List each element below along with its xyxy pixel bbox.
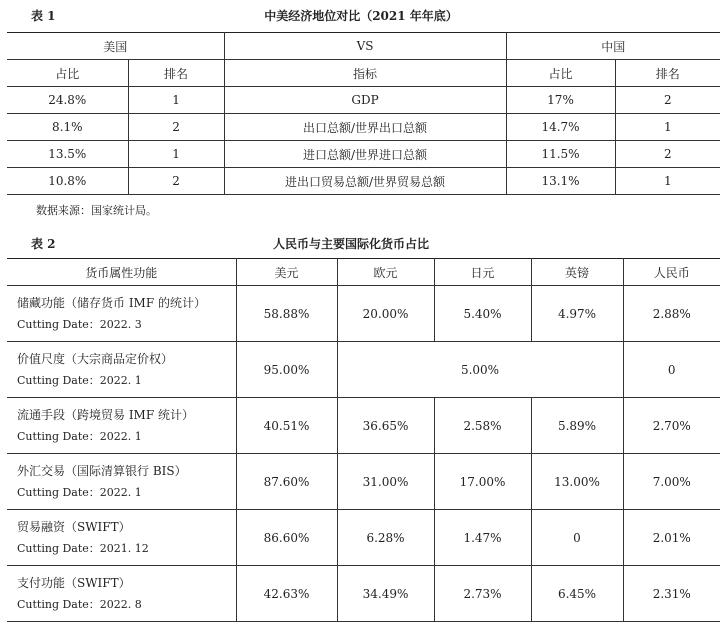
usd-cell: 87.60%: [236, 454, 337, 510]
table1-title: 中美经济地位对比（2021 年年底）: [264, 9, 458, 23]
subheader-us-share: 占比: [7, 60, 128, 87]
cutting-date: Cutting Date：2022. 1: [17, 485, 142, 499]
subheader-indicator: 指标: [224, 60, 506, 87]
eur-cell: 31.00%: [337, 454, 434, 510]
function-cell: [7, 454, 236, 510]
table1-source-note: 数据来源：国家统计局。: [36, 204, 157, 217]
header-jpy: 日元: [434, 259, 531, 286]
usd-cell: 58.88%: [236, 286, 337, 342]
table-row: [7, 454, 720, 510]
table-row: [7, 168, 720, 195]
table2-title: 人民币与主要国际化货币占比: [272, 237, 429, 251]
function-cell: [7, 398, 236, 454]
cn-rank-cell: 1: [615, 114, 720, 141]
table1-caption: [31, 8, 691, 24]
cn-rank-cell: 2: [615, 87, 720, 114]
function-cell: [7, 342, 236, 398]
cny-cell: 2.70%: [623, 398, 720, 454]
us-rank-cell: 1: [128, 87, 224, 114]
function-name: 储藏功能（储存货币 IMF 的统计）: [17, 295, 206, 310]
eur-cell: 6.28%: [337, 510, 434, 566]
eur-cell: 36.65%: [337, 398, 434, 454]
gbp-cell: 5.89%: [531, 398, 623, 454]
gbp-cell: 6.45%: [531, 566, 623, 622]
table-row: [7, 87, 720, 114]
jpy-cell: 5.40%: [434, 286, 531, 342]
eur-cell: 34.49%: [337, 566, 434, 622]
table1-label: 表 1: [31, 9, 56, 23]
cn-share-cell: 14.7%: [506, 114, 615, 141]
cutting-date: Cutting Date：2022. 3: [17, 317, 142, 331]
gbp-cell: 13.00%: [531, 454, 623, 510]
header-gbp: 英镑: [531, 259, 623, 286]
function-cell: [7, 510, 236, 566]
header-function: 货币属性功能: [7, 259, 236, 286]
table-row: [7, 398, 720, 454]
header-eur: 欧元: [337, 259, 434, 286]
usd-cell: 40.51%: [236, 398, 337, 454]
cutting-date: Cutting Date：2022. 1: [17, 373, 142, 387]
header-cn: 中国: [506, 33, 720, 60]
function-name: 支付功能（SWIFT）: [17, 575, 131, 590]
table-row: [7, 114, 720, 141]
cutting-date: Cutting Date：2022. 1: [17, 429, 142, 443]
header-us: 美国: [7, 33, 224, 60]
table2-label: 表 2: [31, 237, 56, 251]
function-name: 外汇交易（国际清算银行 BIS）: [17, 463, 187, 478]
us-rank-cell: 2: [128, 114, 224, 141]
table-row: [7, 286, 720, 342]
function-name: 流通手段（跨境贸易 IMF 统计）: [17, 407, 194, 422]
eur-cell: 20.00%: [337, 286, 434, 342]
us-share-cell: 24.8%: [7, 87, 128, 114]
merged-eur-jpy-gbp-cell: 5.00%: [337, 342, 623, 398]
cny-cell: 0: [623, 342, 720, 398]
function-name: 贸易融资（SWIFT）: [17, 519, 131, 534]
indicator-cell: GDP: [224, 87, 506, 114]
cn-rank-cell: 2: [615, 141, 720, 168]
cny-cell: 7.00%: [623, 454, 720, 510]
subheader-cn-share: 占比: [506, 60, 615, 87]
table-header-row: [7, 259, 720, 286]
indicator-cell: 出口总额/世界出口总额: [224, 114, 506, 141]
header-vs: VS: [224, 33, 506, 60]
function-cell: [7, 286, 236, 342]
table-row: [7, 566, 720, 622]
cny-cell: 2.01%: [623, 510, 720, 566]
cn-share-cell: 13.1%: [506, 168, 615, 195]
jpy-cell: 2.73%: [434, 566, 531, 622]
cutting-date: Cutting Date：2021. 12: [17, 541, 149, 555]
gbp-cell: 4.97%: [531, 286, 623, 342]
cutting-date: Cutting Date：2022. 8: [17, 597, 142, 611]
us-rank-cell: 1: [128, 141, 224, 168]
cn-share-cell: 11.5%: [506, 141, 615, 168]
cny-cell: 2.31%: [623, 566, 720, 622]
cn-rank-cell: 1: [615, 168, 720, 195]
indicator-cell: 进出口贸易总额/世界贸易总额: [224, 168, 506, 195]
us-share-cell: 8.1%: [7, 114, 128, 141]
cny-cell: 2.88%: [623, 286, 720, 342]
function-cell: [7, 566, 236, 622]
economic-comparison-table: [7, 32, 720, 195]
function-name: 价值尺度（大宗商品定价权）: [17, 351, 174, 366]
header-cny: 人民币: [623, 259, 720, 286]
table-row: [7, 342, 720, 398]
table-row: [7, 141, 720, 168]
us-share-cell: 13.5%: [7, 141, 128, 168]
jpy-cell: 17.00%: [434, 454, 531, 510]
table-header-row: [7, 33, 720, 60]
us-rank-cell: 2: [128, 168, 224, 195]
jpy-cell: 1.47%: [434, 510, 531, 566]
indicator-cell: 进口总额/世界进口总额: [224, 141, 506, 168]
subheader-us-rank: 排名: [128, 60, 224, 87]
table2-caption: [31, 236, 691, 252]
subheader-cn-rank: 排名: [615, 60, 720, 87]
currency-share-table: [7, 258, 720, 622]
usd-cell: 95.00%: [236, 342, 337, 398]
cn-share-cell: 17%: [506, 87, 615, 114]
table-subheader-row: [7, 60, 720, 87]
jpy-cell: 2.58%: [434, 398, 531, 454]
header-usd: 美元: [236, 259, 337, 286]
table-row: [7, 510, 720, 566]
usd-cell: 86.60%: [236, 510, 337, 566]
us-share-cell: 10.8%: [7, 168, 128, 195]
gbp-cell: 0: [531, 510, 623, 566]
usd-cell: 42.63%: [236, 566, 337, 622]
